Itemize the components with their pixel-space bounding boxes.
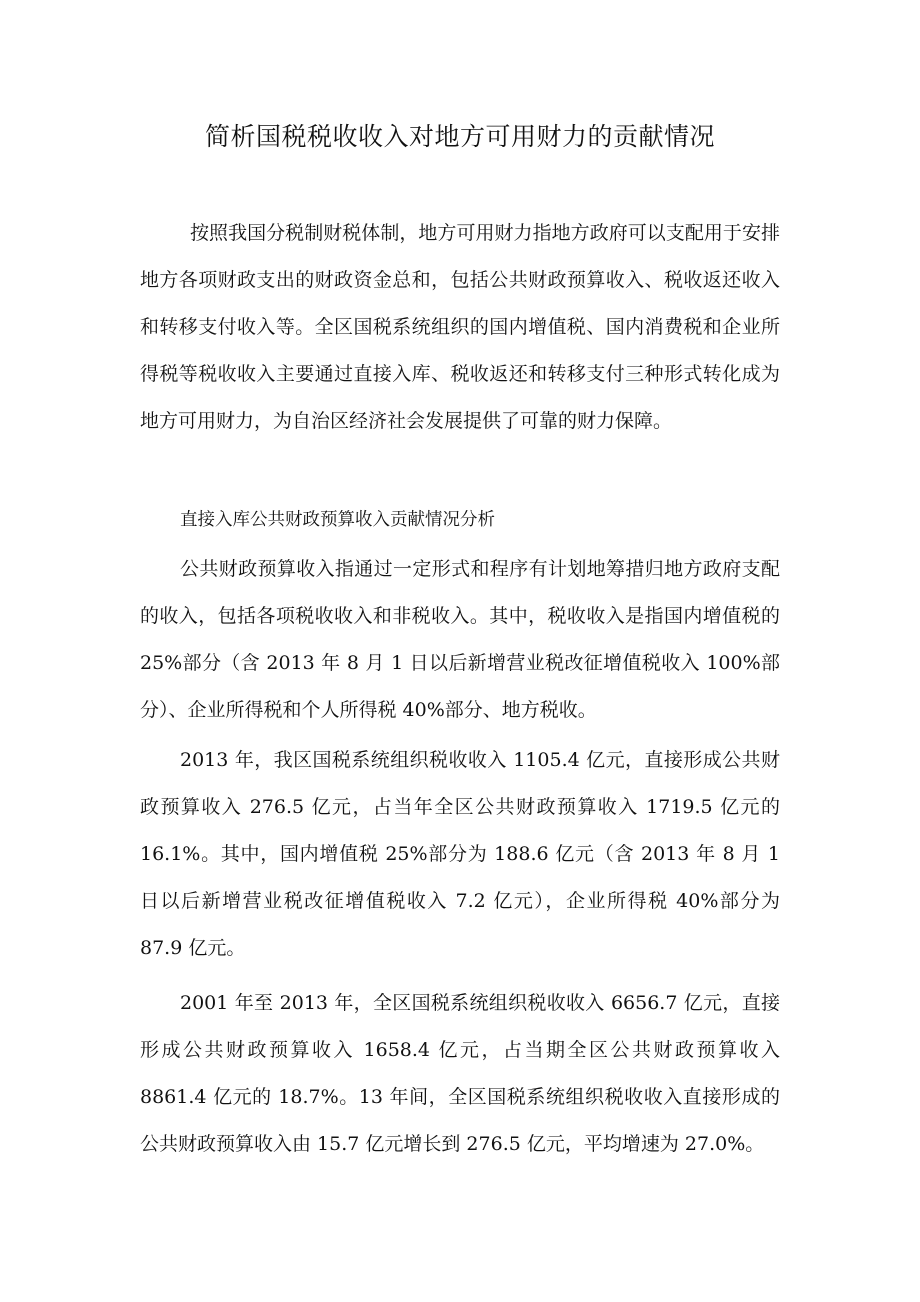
document-title: 简析国税税收收入对地方可用财力的贡献情况 [204,122,715,151]
paragraph-intro: 按照我国分税制财税体制，地方可用财力指地方政府可以支配用于安排地方各项财政支出的财政资金总和，包括公共财政预算收入、税收返还收入和转移支付收入等。全区国税系统组织的国内增值税、国内消费税和企业所得税等税收收入主要通过直接入库、税收返还和转移支付三种形式转化成为地方可用财力，为自治区经济社会发展提供了可靠的财力保障。 [140,222,780,432]
section-heading: 直接入库公共财政预算收入贡献情况分析 [180,510,495,530]
paragraph-2013: 2013 年，我区国税系统组织税收收入 1105.4 亿元，直接形成公共财政预算收入 276.5 亿元，占当年全区公共财政预算收入 1719.5 亿元的 16.1%。其中，国内增值税 25%部分为 188.6 亿元（含 2013 年 8 月 1 日以后新增营业税改征增值税收入 7.2 亿元），企业所得税 40%部分为 87.9 亿元。 [140,749,780,959]
paragraph-2001-2013: 2001 年至 2013 年，全区国税系统组织税收收入 6656.7 亿元，直接形成公共财政预算收入 1658.4 亿元，占当期全区公共财政预算收入 8861.4 亿元的 18.7%。13 年间，全区国税系统组织税收收入直接形成的公共财政预算收入由 15.7 亿元增长到 276.5 亿元，平均增速为 27.0%。 [140,992,780,1155]
paragraph-definition: 公共财政预算收入指通过一定形式和程序有计划地筹措归地方政府支配的收入，包括各项税收收入和非税收入。其中，税收收入是指国内增值税的 25%部分（含 2013 年 8 月 1 日以后新增营业税改征增值税收入 100%部分）、企业所得税和个人所得税 40%部分、地方税收。 [140,558,780,721]
